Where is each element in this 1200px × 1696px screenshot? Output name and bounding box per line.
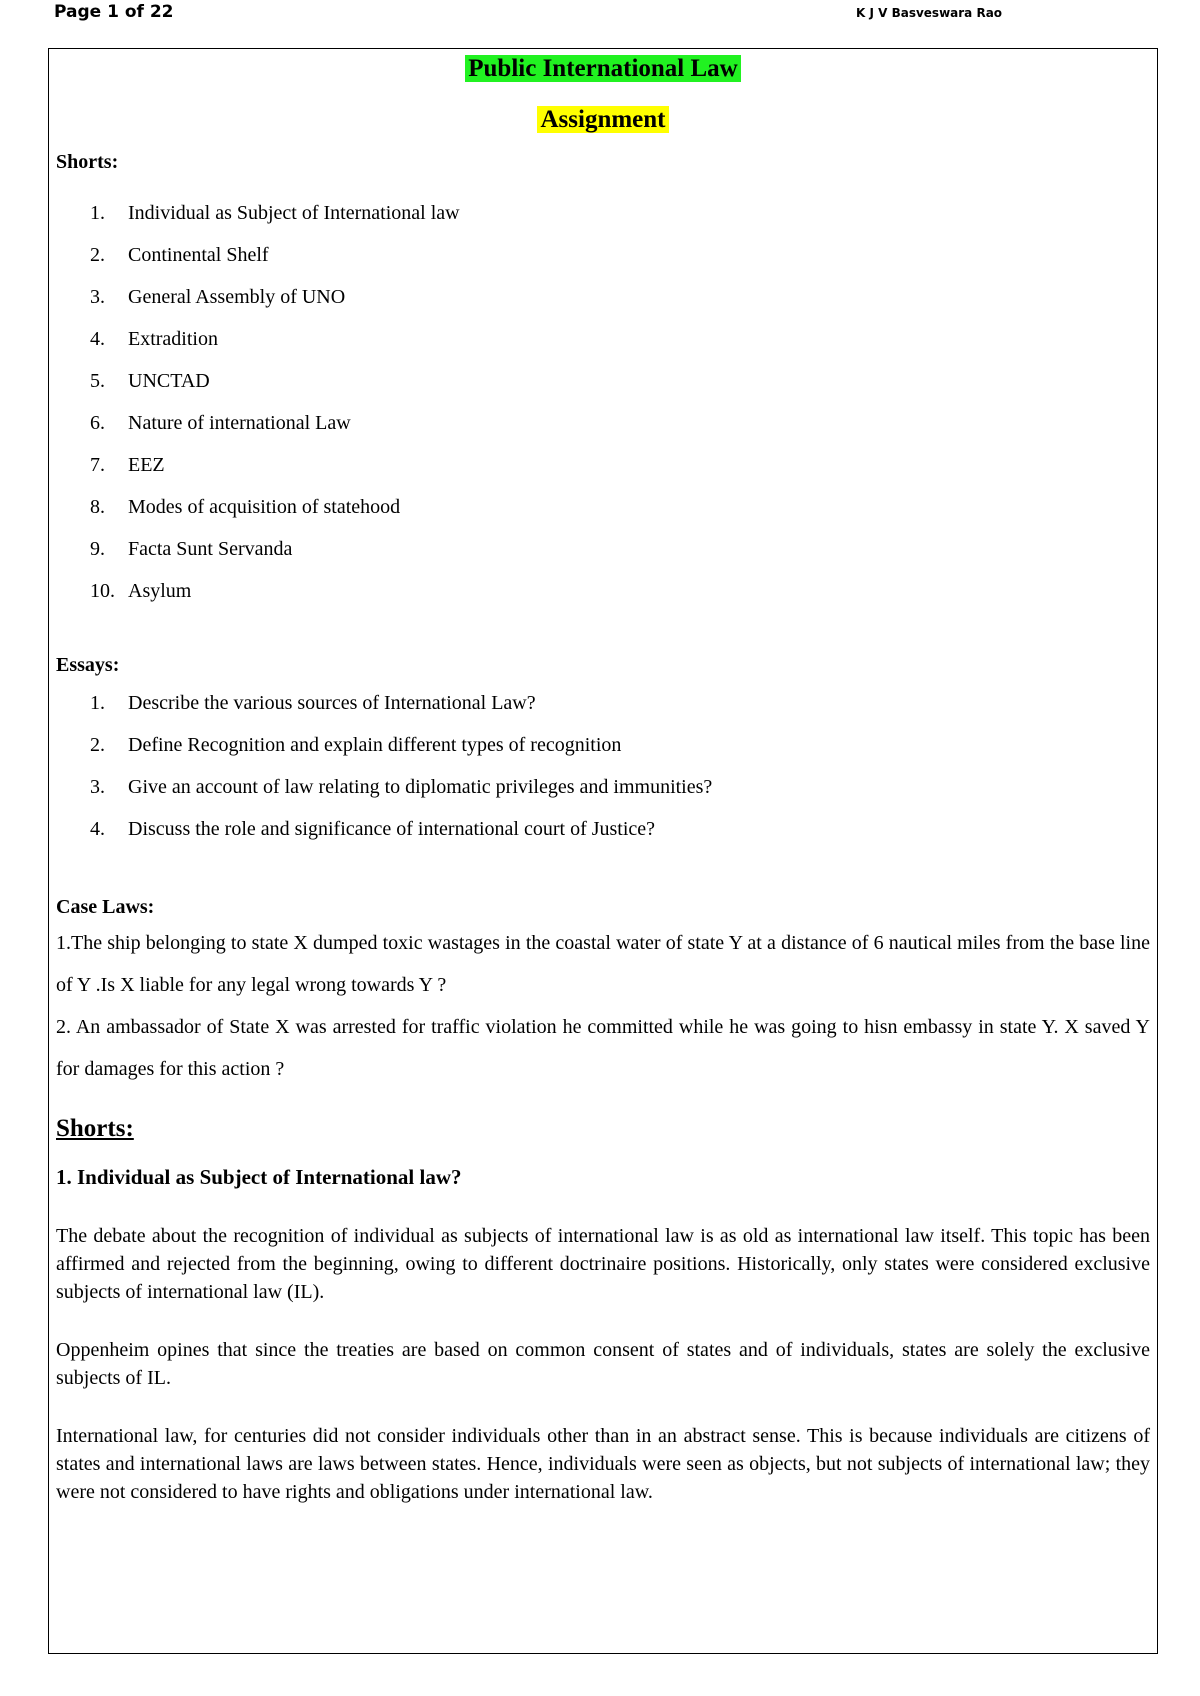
document-subtitle: Assignment (537, 106, 668, 133)
document-content (56, 52, 1150, 1506)
author-label: K J V Basveswara Rao (856, 6, 1003, 20)
list-number: 2. (90, 734, 105, 756)
list-item (56, 318, 1150, 360)
question-1-heading: 1. Individual as Subject of International law? (56, 1165, 462, 1189)
list-item (56, 766, 1150, 808)
list-item (56, 444, 1150, 486)
list-number: 1. (90, 202, 105, 224)
case-laws-label: Case Laws: (56, 896, 155, 918)
list-text: Modes of acquisition of statehood (128, 496, 401, 518)
list-item (56, 724, 1150, 766)
list-number: 2. (90, 244, 105, 266)
list-item (56, 486, 1150, 528)
answer-paragraph-2: Oppenheim opines that since the treaties are based on common consent of states and of individuals, states are solely the exclusive subjects of IL. (56, 1339, 1150, 1389)
list-number: 1. (90, 692, 105, 714)
case-law-1: 1.The ship belonging to state X dumped toxic wastages in the coastal water of state Y at a distance of 6 nautical miles from the base line of Y .Is X liable for any legal wrong towards Y ? (56, 932, 1150, 996)
list-number: 3. (90, 286, 105, 308)
list-text: EEZ (128, 454, 165, 476)
list-text: Describe the various sources of International Law? (128, 692, 536, 714)
shorts-answers-heading: Shorts: (56, 1115, 134, 1142)
list-item (56, 402, 1150, 444)
list-text: Asylum (128, 580, 192, 602)
list-item (56, 570, 1150, 612)
list-item (56, 360, 1150, 402)
list-text: UNCTAD (128, 370, 210, 392)
list-item (56, 808, 1150, 850)
list-number: 7. (90, 454, 105, 476)
list-text: Facta Sunt Servanda (128, 538, 293, 560)
answer-paragraph-3: International law, for centuries did not consider individuals other than in an abstract sense. This is because individuals are citizens of states and international laws are laws between states. Hence, individuals were seen as objects, but not subjects of international law; they were not considered to have rights and obligations under international law. (56, 1425, 1150, 1503)
list-item (56, 234, 1150, 276)
document-title: Public International Law (465, 55, 740, 82)
list-item (56, 682, 1150, 724)
case-law-2: 2. An ambassador of State X was arrested for traffic violation he committed while he was going to hisn embassy in state Y. X saved Y for damages for this action ? (56, 1016, 1150, 1080)
list-text: General Assembly of UNO (128, 286, 346, 308)
list-number: 10. (90, 580, 115, 602)
list-text: Continental Shelf (128, 244, 269, 266)
essays-list (56, 682, 1150, 850)
essays-label: Essays: (56, 654, 120, 676)
answer-paragraph-1: The debate about the recognition of individual as subjects of international law is as old as international law itself. This topic has been affirmed and rejected from the beginning, owing to different doctrinaire positions. Historically, only states were considered exclusive subjects of international law (IL). (56, 1225, 1150, 1303)
shorts-list (56, 192, 1150, 612)
page-number-label: Page 1 of 22 (54, 2, 174, 22)
list-number: 4. (90, 818, 105, 840)
list-text: Define Recognition and explain different types of recognition (128, 734, 622, 756)
list-item (56, 528, 1150, 570)
list-number: 6. (90, 412, 105, 434)
list-text: Discuss the role and significance of international court of Justice? (128, 818, 656, 840)
list-number: 4. (90, 328, 105, 350)
list-text: Give an account of law relating to diplomatic privileges and immunities? (128, 776, 713, 798)
list-text: Extradition (128, 328, 218, 350)
list-number: 3. (90, 776, 105, 798)
doc-subtitle-line (56, 103, 1150, 137)
list-text: Nature of international Law (128, 412, 351, 434)
list-number: 9. (90, 538, 105, 560)
shorts-list-label: Shorts: (56, 151, 119, 173)
list-number: 8. (90, 496, 105, 518)
list-text: Individual as Subject of International law (128, 202, 460, 224)
doc-title-line (56, 52, 1150, 86)
list-number: 5. (90, 370, 105, 392)
list-item (56, 192, 1150, 234)
list-item (56, 276, 1150, 318)
